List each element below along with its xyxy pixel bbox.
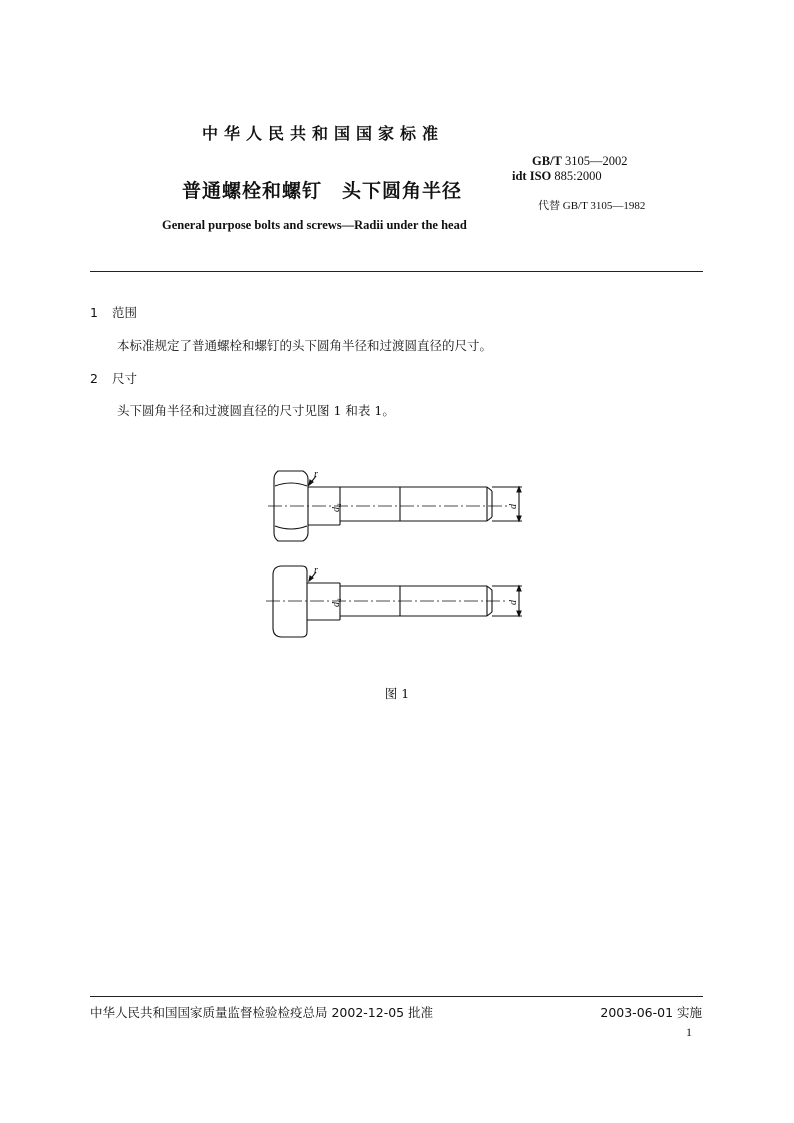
footer-divider — [90, 996, 703, 997]
replaces-standard: 代替 GB/T 3105—1982 — [538, 200, 646, 212]
section-title: 尺寸 — [112, 371, 138, 386]
figure-caption: 图 1 — [384, 686, 410, 701]
footer-effective: 2003-06-01 实施 — [600, 1005, 702, 1020]
round-head-screw — [266, 566, 522, 637]
section-2-body: 头下圆角半径和过渡圆直径的尺寸见图 1 和表 1。 — [117, 403, 395, 418]
code-gb-number: 3105—2002 — [565, 154, 628, 168]
section-number: 1 — [90, 305, 98, 320]
label-da-top: $d_a$ — [331, 503, 343, 512]
page-number: 1 — [686, 1025, 692, 1039]
label-r-bottom: r — [314, 565, 318, 576]
code-idt-number: 885:2000 — [554, 169, 602, 183]
hex-head-bolt — [268, 471, 522, 541]
section-number: 2 — [90, 371, 98, 386]
label-r-top: r — [314, 469, 318, 480]
code-idt-prefix: idt ISO — [512, 169, 552, 183]
label-d-bottom: d — [508, 600, 519, 605]
label-d-top: d — [508, 504, 519, 509]
footer-issued: 中华人民共和国国家质量监督检验检疫总局 2002-12-05 批准 — [90, 1005, 434, 1020]
standard-name: 中华人民共和国国家标准 — [201, 124, 444, 143]
code-gb-prefix: GB/T — [532, 154, 562, 168]
title-chinese: 普通螺栓和螺钉 头下圆角半径 — [182, 180, 463, 202]
label-da-bottom: $d_a$ — [331, 598, 343, 607]
section-1-body: 本标准规定了普通螺栓和螺钉的头下圆角半径和过渡圆直径的尺寸。 — [117, 338, 493, 353]
title-english: General purpose bolts and screws—Radii under the head — [162, 218, 467, 232]
section-title: 范围 — [112, 305, 138, 320]
